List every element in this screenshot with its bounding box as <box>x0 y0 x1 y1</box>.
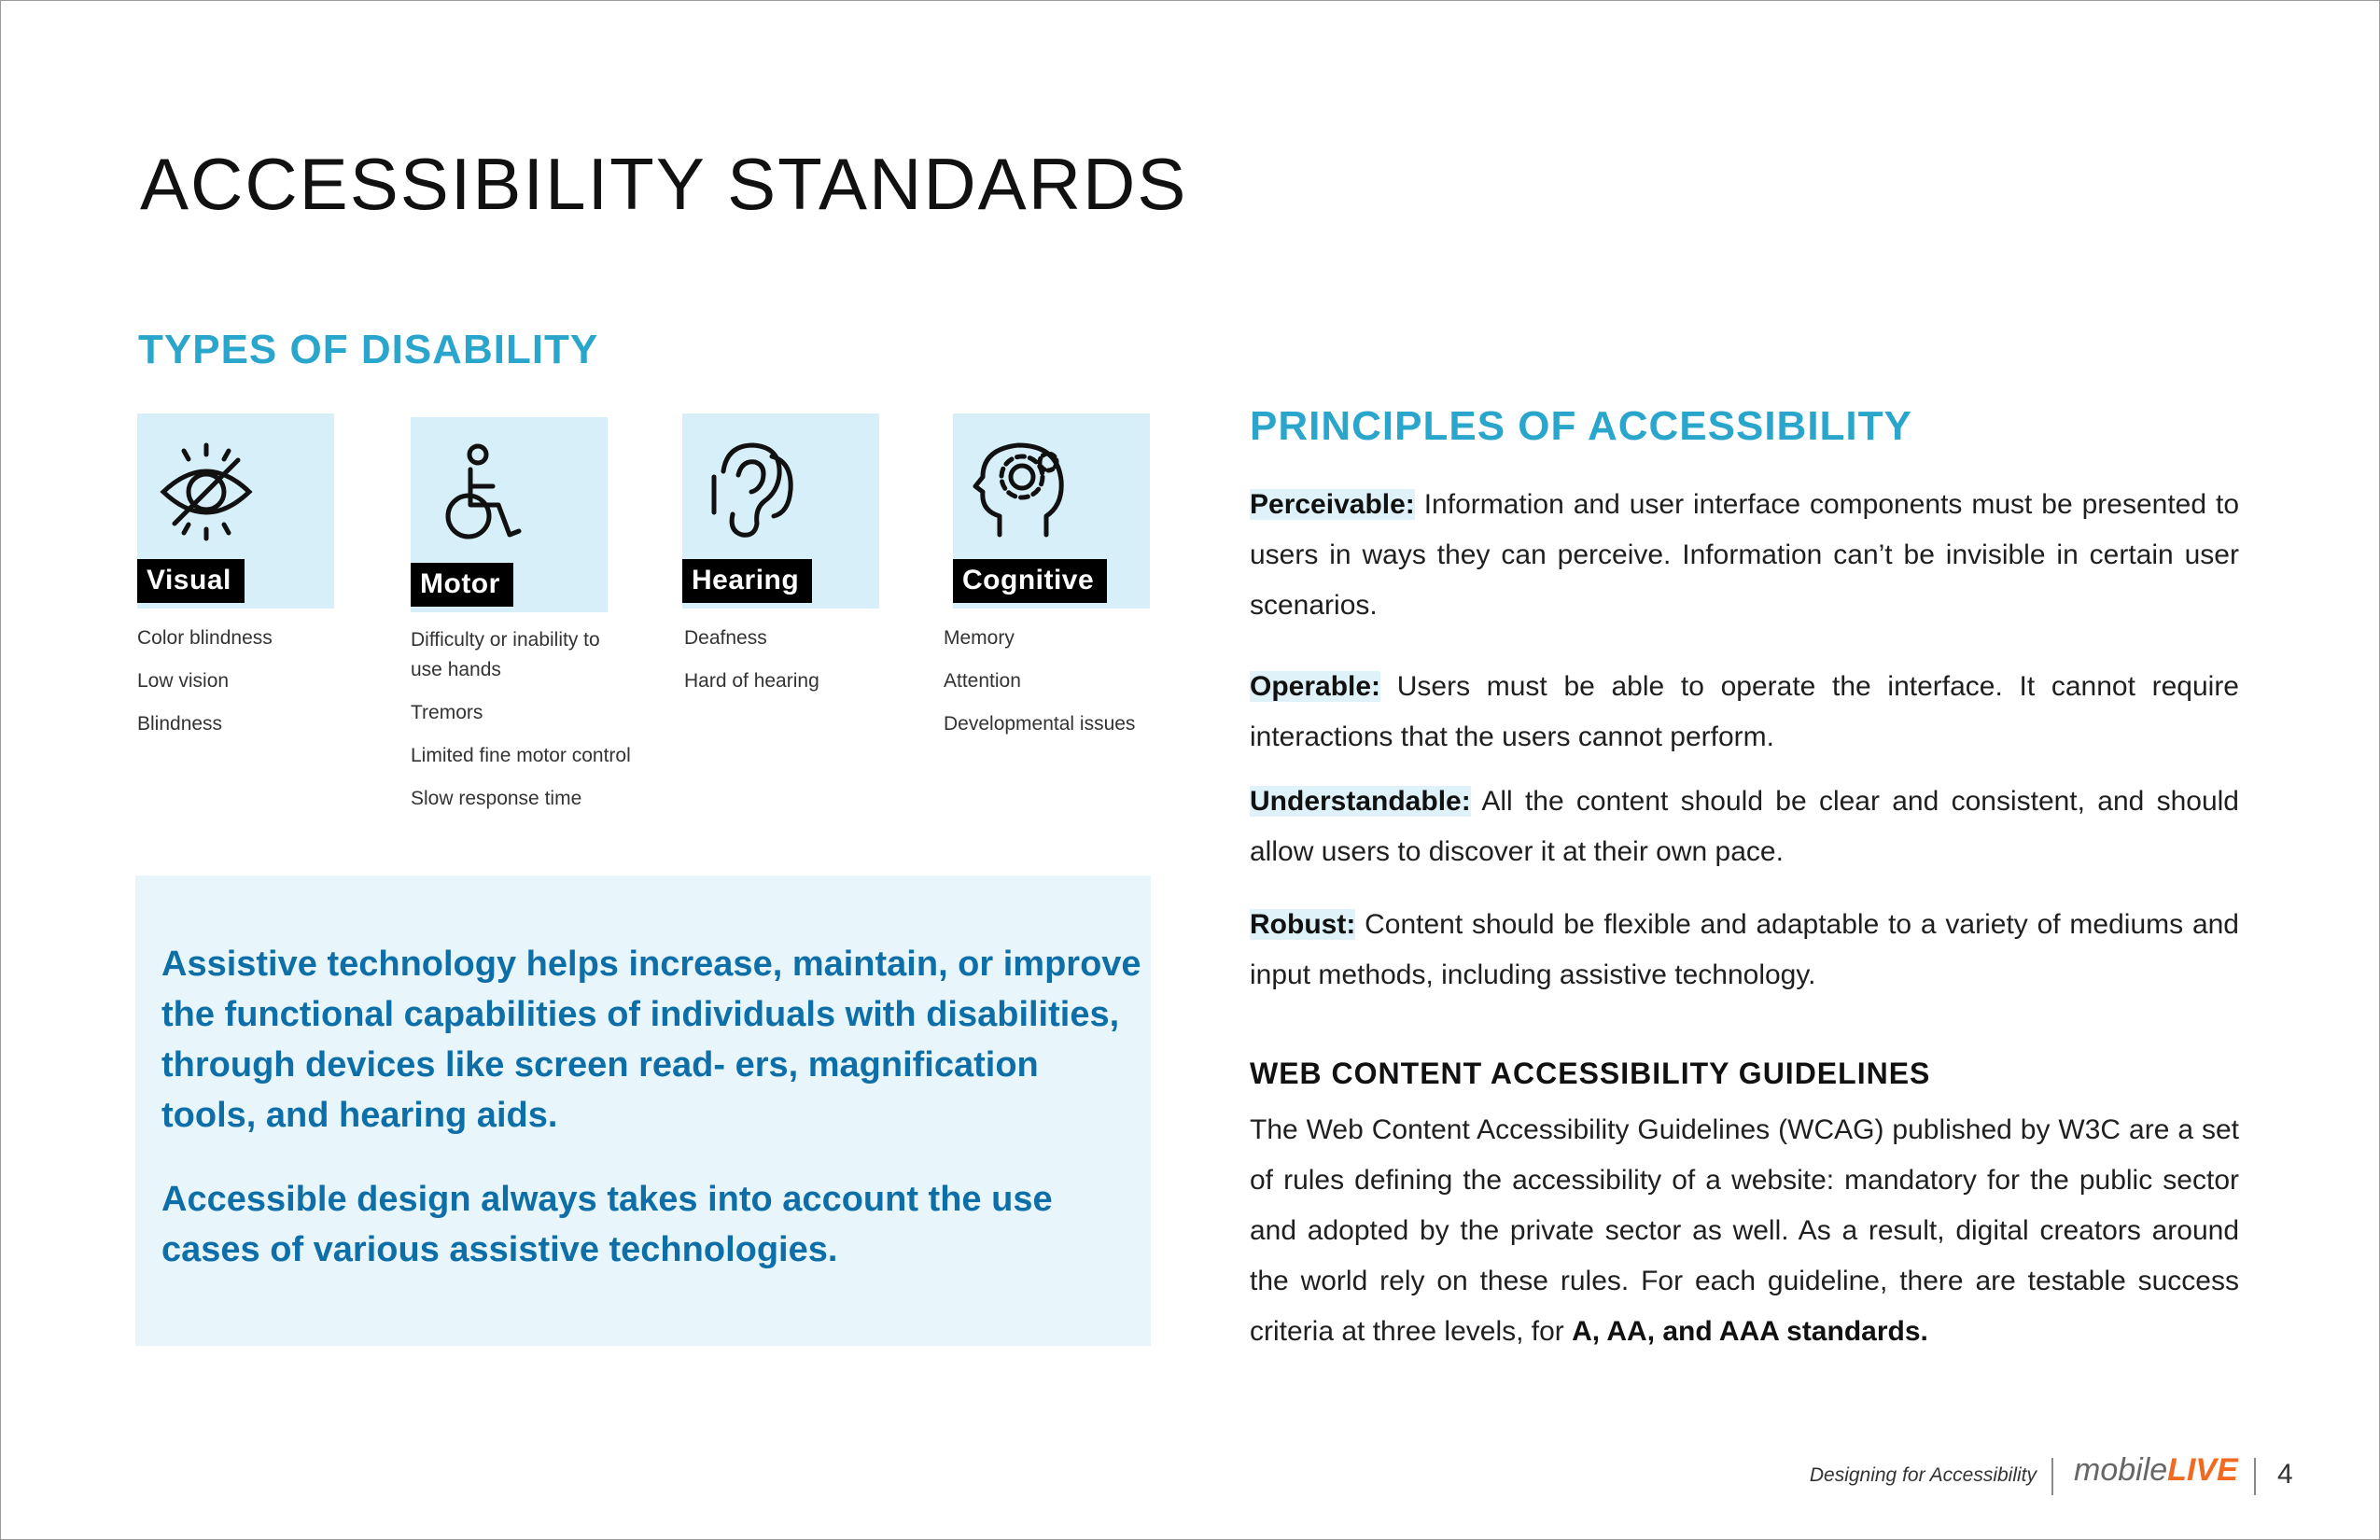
logo-part-live: LIVE <box>2167 1452 2238 1488</box>
list-item: Color blindness <box>137 627 273 649</box>
list-item: Memory <box>944 627 1015 649</box>
card-visual <box>137 413 334 609</box>
card-hearing <box>682 413 879 609</box>
footer-divider <box>2254 1458 2256 1495</box>
card-motor <box>411 417 608 612</box>
principle-robust <box>1250 900 2239 1001</box>
card-cognitive-label: Cognitive <box>953 559 1107 603</box>
eye-slash-icon <box>150 434 262 546</box>
principle-text: Content should be flexible and adaptable to a variety of mediums and input methods, including assistive technology. <box>1250 909 2239 990</box>
principle-term: Perceivable: <box>1250 489 1415 520</box>
page-number: 4 <box>2277 1459 2293 1490</box>
motor-items <box>411 625 635 827</box>
principles-of-accessibility-title: PRINCIPLES OF ACCESSIBILITY <box>1250 403 1912 449</box>
list-item: Limited fine motor control <box>411 745 631 766</box>
principle-understandable <box>1250 777 2239 877</box>
principle-term: Robust: <box>1250 909 1356 940</box>
assistive-technology-callout <box>135 875 1151 1346</box>
head-gear-icon <box>966 434 1078 546</box>
principle-term: Operable: <box>1250 671 1381 702</box>
list-item: Developmental issues <box>944 713 1136 735</box>
principle-text: Users must be able to operate the interface. It cannot require interactions that the users cannot perform. <box>1250 671 2239 752</box>
card-cognitive <box>953 413 1150 609</box>
logo-part-mobile: mobile <box>2074 1452 2168 1488</box>
callout-paragraph: Assistive technology helps increase, maintain, or improve the functional capabilities of individuals with disabilities, through devices like screen read- ers, magnification tools, and hearing aids. <box>161 945 1141 1135</box>
list-item: Slow response time <box>411 788 582 809</box>
list-item: Attention <box>944 670 1021 692</box>
wcag-emphasis: A, AA, and AAA standards. <box>1572 1316 1928 1347</box>
card-motor-label: Motor <box>411 563 513 607</box>
principle-text: All the content should be clear and consistent, and should allow users to discover it at their own pace. <box>1250 786 2239 867</box>
hearing-items <box>684 623 908 709</box>
list-item: Hard of hearing <box>684 670 819 692</box>
list-item: Low vision <box>137 670 230 692</box>
footer-divider <box>2051 1458 2053 1495</box>
card-hearing-label: Hearing <box>682 559 812 603</box>
mobilelive-logo <box>2074 1452 2238 1489</box>
principle-perceivable <box>1250 480 2239 631</box>
principle-text: Information and user interface components must be presented to users in ways they can perceive. Information can’t be invisible in certain user scenarios. <box>1250 489 2239 621</box>
page-title: ACCESSIBILITY STANDARDS <box>140 143 1188 225</box>
hearing-aid-icon <box>695 434 807 546</box>
footer-document-title: Designing for Accessibility <box>1809 1464 2037 1486</box>
wcag-text: The Web Content Accessibility Guidelines (WCAG) published by W3C are a set of rules defining the accessibility of a website: mandatory for the public sector and adopted by the private sector as well. As a result, digital creators around the world rely on these rules. For each guideline, there are testable success criteria at three levels, for <box>1250 1114 2239 1347</box>
principle-operable <box>1250 662 2239 763</box>
callout-paragraph: Accessible design always takes into account the use cases of various assistive technologies. <box>161 1180 1053 1269</box>
wcag-title: WEB CONTENT ACCESSIBILITY GUIDELINES <box>1250 1057 1931 1090</box>
list-item: Deafness <box>684 627 767 649</box>
visual-items <box>137 623 361 752</box>
card-visual-label: Visual <box>137 559 245 603</box>
cognitive-items <box>944 623 1168 752</box>
wheelchair-icon <box>424 438 536 550</box>
list-item: Difficulty or inability to use hands <box>411 629 600 680</box>
list-item: Blindness <box>137 713 223 735</box>
principle-term: Understandable: <box>1250 786 1471 817</box>
types-of-disability-title: TYPES OF DISABILITY <box>138 327 599 372</box>
list-item: Tremors <box>411 702 483 723</box>
wcag-paragraph <box>1250 1105 2239 1357</box>
